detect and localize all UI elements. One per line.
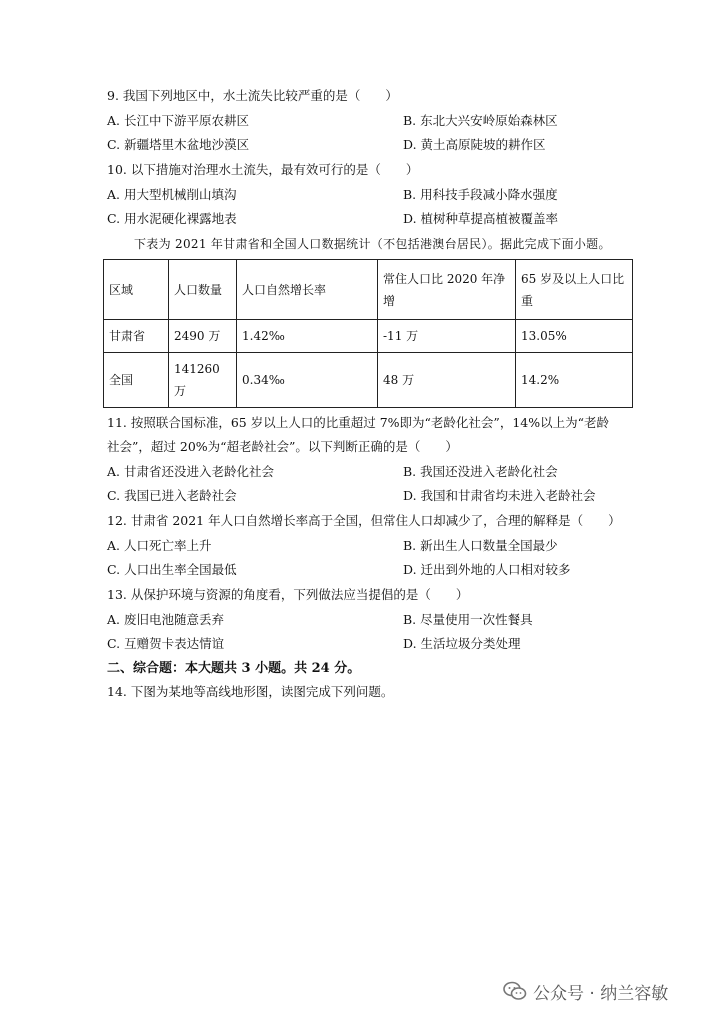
question-12-stem: 12. 甘肃省 2021 年人口自然增长率高于全国，但常住人口却减少了，合理的解释是（ ）	[107, 513, 621, 528]
question-11-option-a: A. 甘肃省还没进入老龄化社会	[107, 464, 274, 479]
question-10-option-a: A. 用大型机械削山填沟	[107, 187, 237, 202]
table-header-cell: 人口自然增长率	[237, 260, 378, 320]
question-12-option-c: C. 人口出生率全国最低	[107, 562, 237, 577]
table-cell: 48 万	[378, 353, 516, 408]
watermark	[503, 978, 668, 1004]
question-13-stem: 13. 从保护环境与资源的角度看，下列做法应当提倡的是（ ）	[107, 587, 469, 602]
table-intro: 下表为 2021 年甘肃省和全国人口数据统计（不包括港澳台居民）。据此完成下面小题。	[134, 237, 611, 251]
question-13-option-b: B. 尽量使用一次性餐具	[403, 612, 533, 627]
question-9-option-a: A. 长江中下游平原农耕区	[107, 113, 249, 128]
question-10-stem: 10. 以下措施对治理水土流失，最有效可行的是（ ）	[107, 162, 419, 177]
question-11-stem-line-2: 社会”，超过 20%为“超老龄社会”。以下判断正确的是（ ）	[107, 439, 458, 454]
question-11-option-c: C. 我国已进入老龄社会	[107, 488, 237, 503]
table-row	[104, 353, 633, 408]
question-14-stem: 14. 下图为某地等高线地形图，读图完成下列问题。	[107, 684, 394, 699]
table-header-cell: 常住人口比 2020 年净增	[378, 260, 516, 320]
table-header-cell: 65 岁及以上人口比重	[516, 260, 633, 320]
question-11-option-d: D. 我国和甘肃省均未进入老龄社会	[403, 488, 596, 503]
question-12-option-b: B. 新出生人口数量全国最少	[403, 538, 558, 553]
watermark-text: 公众号 · 纳兰容敏	[533, 983, 669, 1004]
question-9-option-d: D. 黄土高原陡坡的耕作区	[403, 137, 546, 152]
wechat-icon	[503, 980, 527, 1002]
table-cell: 甘肃省	[104, 320, 169, 353]
table-cell: 0.34‰	[237, 353, 378, 408]
question-13-option-d: D. 生活垃圾分类处理	[403, 636, 521, 651]
question-10-option-c: C. 用水泥硬化裸露地表	[107, 211, 237, 226]
question-13-option-a: A. 废旧电池随意丢弃	[107, 612, 224, 627]
table-cell: 2490 万	[169, 320, 237, 353]
table-header-cell: 人口数量	[169, 260, 237, 320]
table-cell: 全国	[104, 353, 169, 408]
question-9-option-b: B. 东北大兴安岭原始森林区	[403, 113, 558, 128]
question-11-option-b: B. 我国还没进入老龄化社会	[403, 464, 558, 479]
table-cell: 1.42‰	[237, 320, 378, 353]
question-12-option-a: A. 人口死亡率上升	[107, 538, 212, 553]
table-cell: 141260 万	[169, 353, 237, 408]
question-10-option-b: B. 用科技手段减小降水强度	[403, 187, 558, 202]
question-13-option-c: C. 互赠贺卡表达情谊	[107, 636, 225, 651]
table-header-cell: 区域	[104, 260, 169, 320]
question-9-stem: 9. 我国下列地区中，水土流失比较严重的是（ ）	[107, 88, 398, 103]
question-11-stem-line-1: 11. 按照联合国标准，65 岁以上人口的比重超过 7%即为“老龄化社会”，14%以上为“老龄	[107, 415, 609, 430]
table-cell: 14.2%	[516, 353, 633, 408]
table-row	[104, 320, 633, 353]
question-10-option-d: D. 植树种草提高植被覆盖率	[403, 211, 559, 226]
question-9-option-c: C. 新疆塔里木盆地沙漠区	[107, 137, 250, 152]
table-cell: -11 万	[378, 320, 516, 353]
section-title: 二、综合题：本大题共 3 小题。共 24 分。	[107, 661, 361, 676]
question-12-option-d: D. 迁出到外地的人口相对较多	[403, 562, 571, 577]
table-cell: 13.05%	[516, 320, 633, 353]
table-header-row	[104, 260, 633, 320]
population-table	[103, 259, 633, 408]
